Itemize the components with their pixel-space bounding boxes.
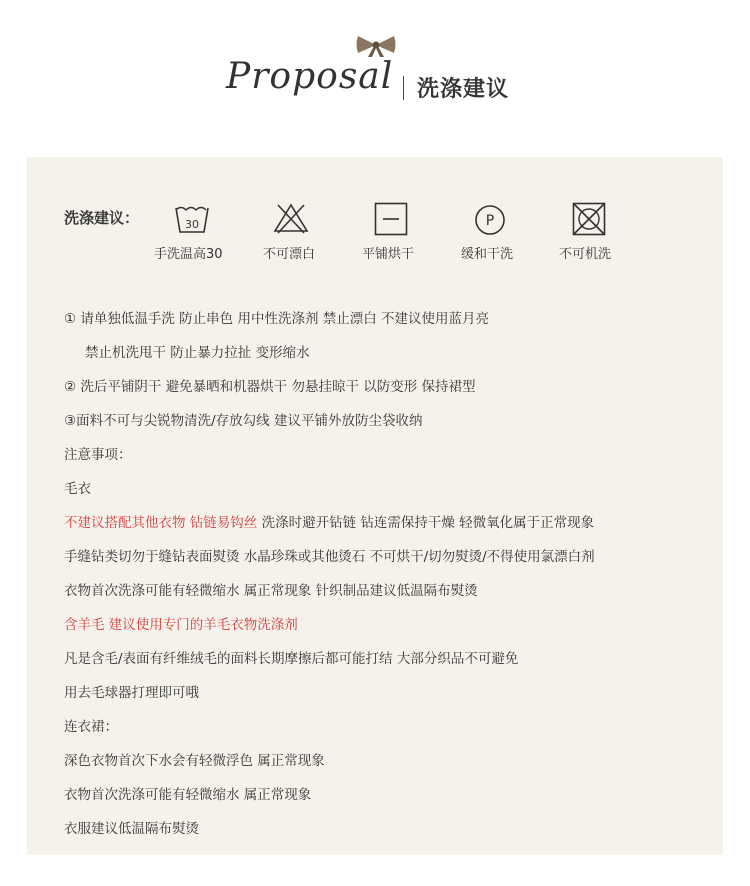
dress-line-2: 衣物首次洗涤可能有轻微缩水 属正常现象 <box>64 787 312 803</box>
notes-heading: 注意事项： <box>64 447 132 463</box>
sweater-line-1 <box>64 511 594 531</box>
dress-heading: 连衣裙： <box>64 719 118 735</box>
no-machine-wash-icon <box>572 202 606 236</box>
care-panel <box>27 157 723 855</box>
no-bleach-caption: 不可漂白 <box>263 247 316 262</box>
dry-flat-icon <box>374 202 408 236</box>
hand-wash-temperature: 30 <box>185 218 199 231</box>
page-title: 洗涤建议 <box>417 77 510 102</box>
title-divider <box>403 76 404 100</box>
no-bleach-icon <box>273 202 309 234</box>
instruction-line-2: 禁止机洗甩干 防止暴力拉扯 变形缩水 <box>85 345 310 361</box>
hand-wash-30-icon <box>174 202 210 234</box>
page-header <box>0 0 750 157</box>
sweater-line-1-rest: 洗涤时避开钻链 钻连需保持干燥 轻微氧化属于正常现象 <box>257 515 595 531</box>
dry-clean-p-icon <box>474 204 506 236</box>
dress-line-1: 深色衣物首次下水会有轻微浮色 属正常现象 <box>64 753 325 769</box>
sweater-line-2: 手缝钻类切勿于缝钻表面熨烫 水晶珍珠或其他烫石 不可烘干/切勿熨烫/不得使用氯漂白剂 <box>64 549 595 565</box>
wool-warning: 含羊毛 建议使用专门的羊毛衣物洗涤剂 <box>64 617 298 633</box>
dry-flat-caption: 平铺烘干 <box>362 247 415 262</box>
sweater-heading: 毛衣 <box>64 481 91 497</box>
no-machine-wash-caption: 不可机洗 <box>559 247 612 262</box>
wool-line-2: 用去毛球器打理即可哦 <box>64 685 199 701</box>
wool-line-1: 凡是含毛/表面有纤维绒毛的面料长期摩擦后都可能打结 大部分织品不可避免 <box>64 651 519 667</box>
sweater-line-3: 衣物首次洗涤可能有轻微缩水 属正常现象 针织制品建议低温隔布熨烫 <box>64 583 478 599</box>
instruction-line-3: ② 洗后平铺阴干 避免暴晒和机器烘干 勿悬挂晾干 以防变形 保持裙型 <box>64 379 476 395</box>
hand-wash-caption: 手洗温高30 <box>154 247 223 262</box>
bow-icon <box>354 34 398 58</box>
care-label: 洗涤建议： <box>64 209 140 227</box>
dry-clean-letter: P <box>485 213 495 229</box>
script-title: Proposal <box>226 56 394 97</box>
dress-line-3: 衣服建议低温隔布熨烫 <box>64 821 199 837</box>
instruction-line-4: ③面料不可与尖锐物清洗/存放勾线 建议平铺外放防尘袋收纳 <box>64 413 423 429</box>
instruction-line-1: ① 请单独低温手洗 防止串色 用中性洗涤剂 禁止漂白 不建议使用蓝月亮 <box>64 311 490 327</box>
dry-clean-caption: 缓和干洗 <box>461 247 514 262</box>
sweater-warning: 不建议搭配其他衣物 钻链易钩丝 <box>64 515 258 531</box>
